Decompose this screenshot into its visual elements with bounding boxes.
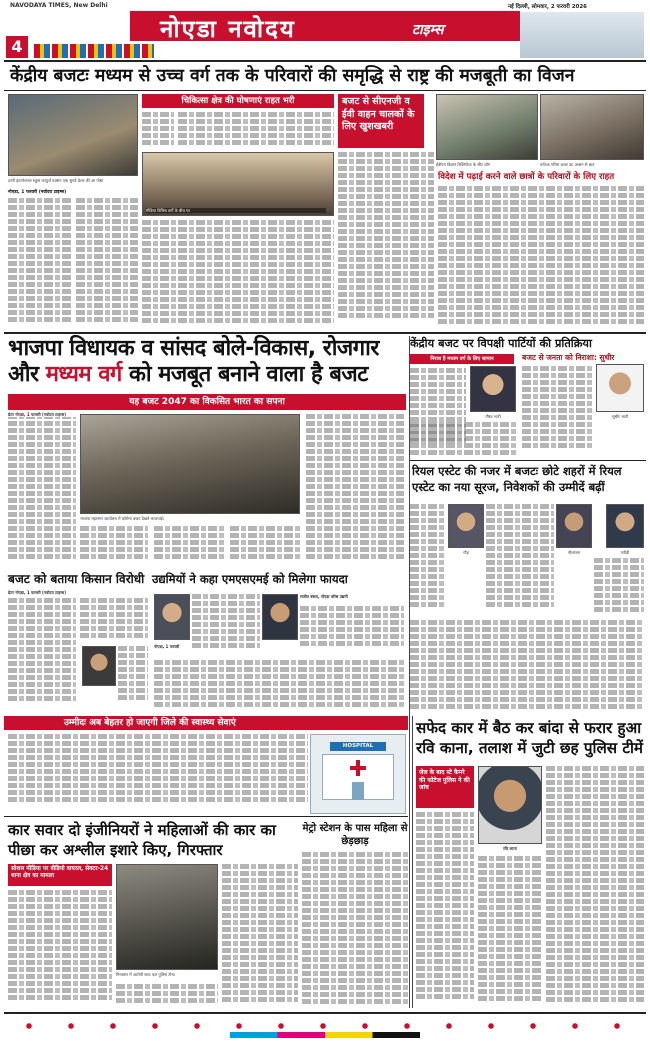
realestate-name-3: एपीडी bbox=[620, 550, 630, 555]
banda-body-col3 bbox=[546, 766, 644, 1008]
ev-caption-right: पर्यटक गरिमा बजट का आसन से बात bbox=[540, 162, 595, 167]
bjp-strap: यह बजट 2047 का विकसित भारत का सपना bbox=[8, 394, 406, 410]
car-body-col2 bbox=[116, 984, 218, 1008]
realestate-col2 bbox=[486, 504, 554, 614]
opposition-left-body-2 bbox=[410, 422, 516, 458]
col-rule-banda bbox=[412, 716, 413, 1008]
hospital-sign: HOSPITAL bbox=[330, 742, 386, 751]
ev-photo-left bbox=[436, 94, 538, 160]
health-box-caption: मीडिया विभिन्न वर्गों के बीच पर bbox=[146, 208, 326, 213]
opposition-left-tag: निराश है मध्यम वर्ग के लिए सामान bbox=[410, 354, 514, 364]
metro-body bbox=[302, 852, 408, 1008]
realestate-headline: रियल एस्टेट की नजर में बजटः छोटे शहरों में रियल एस्टेट का नया सूरज, निवेशकों की उम्मीदें बढ़ीं bbox=[412, 464, 622, 494]
health-box-body bbox=[178, 112, 334, 152]
opposition-right-body bbox=[522, 366, 592, 458]
car-tag: सोशल मीडिया पर वीडियो वायरल, सेक्टर-24 थाना क्षेत्र का मामला bbox=[8, 864, 112, 886]
date-line: नई दिल्ली, सोमवार, 2 फरवरी 2026 bbox=[508, 4, 588, 10]
car-photo-caption: गिरफ्तार में आरोपी साथ चल पुलिस टीम। bbox=[116, 972, 176, 977]
realestate-col1 bbox=[410, 504, 446, 614]
section-rule-1 bbox=[4, 332, 646, 334]
health-strip-label: उम्मीदः अब बेहतर हो जाएगी जिले की स्वास्थ्य सेवाएं bbox=[64, 718, 236, 728]
realestate-portrait-2 bbox=[556, 504, 592, 548]
banda-portrait bbox=[478, 766, 542, 844]
lead-rule bbox=[4, 90, 646, 91]
section-rule-2 bbox=[4, 816, 408, 817]
realestate-name-1: गौड़ bbox=[463, 550, 469, 555]
farmer-dateline: ग्रेटर नोएडा, 1 फरवरी (नवोदय टाइम्स) bbox=[8, 590, 67, 595]
opposition-headline: केंद्रीय बजट पर विपक्षी पार्टियों की प्रतिक्रिया bbox=[410, 337, 592, 350]
bjp-headline-2 bbox=[8, 362, 408, 388]
lead-dateline: नोएडा, 1 फरवरी (नवोदय टाइम्स) bbox=[8, 190, 67, 195]
masthead-title-suffix: टाइम्स bbox=[412, 22, 444, 38]
msme-portrait-2 bbox=[262, 594, 298, 640]
masthead-right-ornament bbox=[520, 12, 644, 58]
banda-caption: रवि काना bbox=[503, 846, 517, 851]
health-box-title: चिकित्सा क्षेत्र की घोषणाएं राहत भरी bbox=[142, 94, 334, 108]
bjp-headline-1: भाजपा विधायक व सांसद बोले-विकास, रोजगार bbox=[8, 336, 379, 361]
bjp-headline-2b: मध्यम वर्ग bbox=[45, 362, 122, 387]
lead-body-col1 bbox=[8, 198, 72, 328]
realestate-portrait-3 bbox=[606, 504, 644, 548]
abroad-body bbox=[438, 186, 644, 328]
opposition-right-tag: बजट से जनता को निराशा: सुधीर bbox=[522, 353, 615, 362]
footer-color-bar bbox=[230, 1032, 420, 1038]
col-rule-main bbox=[409, 336, 410, 1008]
msme-portrait-1 bbox=[154, 594, 190, 640]
farmer-body-col2 bbox=[80, 598, 148, 642]
msme-caption: राजीव बंसल, नोएडा वरिष्ठ उद्यमी bbox=[300, 594, 348, 599]
opposition-portrait-2 bbox=[596, 364, 644, 412]
opposition-portrait-1 bbox=[470, 366, 516, 412]
hospital-cross-icon bbox=[350, 760, 366, 776]
edition-line: NAVODAYA TIMES, New Delhi bbox=[10, 2, 108, 9]
lead-photo bbox=[8, 94, 138, 176]
banda-body-col1 bbox=[416, 812, 474, 1008]
ev-caption-left: ईवीएम विद्यान रिक्तिफेज के सीट लोग bbox=[436, 162, 491, 167]
banda-headline: सफेद कार में बैठ कर बांदा से फरार हुआ रवि काना, तलाश में जुटी छह पुलिस टीमें bbox=[416, 719, 643, 757]
lead-photo-caption: ज्ञानी इंटरनेशनल स्कूल कायुर्ज एक्सप एक सुनवे प्रेशर की आ पोस्ट bbox=[8, 178, 104, 183]
health-body bbox=[8, 734, 308, 812]
masthead-underline bbox=[4, 60, 646, 62]
car-photo bbox=[116, 864, 218, 970]
car-body-col1 bbox=[8, 890, 112, 1008]
realestate-col3 bbox=[594, 558, 644, 614]
opposition-portrait-2-caption: सुधीर भाटी bbox=[611, 414, 628, 419]
realestate-name-2: नीलांजन bbox=[567, 550, 581, 555]
bjp-body-col1 bbox=[8, 414, 76, 564]
bjp-body-col4 bbox=[230, 526, 300, 564]
farmer-body-col1 bbox=[8, 598, 76, 710]
banda-body-col2 bbox=[478, 856, 542, 1008]
masthead-title: नोएडा नवोदय bbox=[160, 15, 296, 43]
lead-body-col2 bbox=[76, 198, 138, 328]
realestate-body-lower bbox=[410, 620, 644, 712]
footer-registration-marks bbox=[8, 1022, 642, 1030]
page-number: 4 bbox=[6, 36, 28, 58]
bjp-headline-2a: और bbox=[8, 362, 39, 387]
msme-body-col2 bbox=[300, 606, 404, 654]
masthead-left-ornament bbox=[34, 44, 154, 58]
msme-body-wide bbox=[154, 660, 406, 712]
lead-headline: केंद्रीय बजटः मध्यम से उच्च वर्ग तक के परिवारों की समृद्धि से राष्ट्र की मजबूती का विजन bbox=[10, 66, 575, 86]
bjp-dateline: ग्रेटर नोएडा, 1 फरवरी (नवोदय टाइम्स) bbox=[8, 412, 76, 417]
masthead bbox=[0, 0, 650, 62]
opposition-portrait-1-caption: गौरव भाटी bbox=[485, 414, 501, 419]
abroad-headline: विदेश में पढ़ाई करने वाले छात्रों के परिवारों के लिए राहत bbox=[438, 172, 615, 182]
ev-headline: बजट से सीएनजी व ईवी वाहन चालकों के लिए खुशखबरी bbox=[342, 96, 415, 132]
farmer-headline: बजट को बताया किसान विरोधी bbox=[8, 572, 145, 586]
ev-body bbox=[338, 152, 434, 328]
realestate-portrait-1 bbox=[448, 504, 484, 548]
farmer-portrait bbox=[82, 646, 116, 686]
health-box-body-2 bbox=[142, 220, 334, 330]
metro-headline: मेट्रो स्टेशन के पास महिला से छेड़छाड़ bbox=[302, 823, 408, 847]
car-headline: कार सवार दो इंजीनियरों ने महिलाओं की कार का पीछा कर अश्लील इशारे किए, गिरफ्तार bbox=[8, 821, 276, 859]
car-body-col3 bbox=[222, 864, 298, 1008]
bjp-body-col2 bbox=[80, 526, 148, 564]
opposition-rule bbox=[410, 460, 646, 461]
bjp-photo bbox=[80, 414, 300, 514]
health-box-body-left bbox=[142, 112, 174, 152]
health-box-photo bbox=[142, 152, 334, 216]
msme-headline: उद्यमियों ने कहा एमएसएमई को मिलेगा फायदा bbox=[152, 572, 348, 586]
banda-badge: जेल के बाद स्टे कैमरे की फोटेज पुलिस ने की जांच bbox=[416, 766, 474, 808]
bjp-headline-2c: को मजबूत बनाने वाला है बजट bbox=[128, 362, 368, 387]
msme-dateline: नोएडा, 1 फरवरी bbox=[154, 644, 180, 649]
ev-photo-right bbox=[540, 94, 644, 160]
farmer-body-col3 bbox=[118, 646, 148, 710]
bjp-body-col3 bbox=[154, 526, 224, 564]
bjp-photo-caption: भाजपा महानगर कार्यालय में कोरोना बजट देखते भाजपाई। bbox=[80, 516, 165, 521]
footer-rule bbox=[4, 1012, 646, 1014]
hospital-door bbox=[352, 782, 364, 800]
msme-body-col1 bbox=[192, 594, 260, 654]
bjp-body-col5 bbox=[306, 414, 404, 564]
